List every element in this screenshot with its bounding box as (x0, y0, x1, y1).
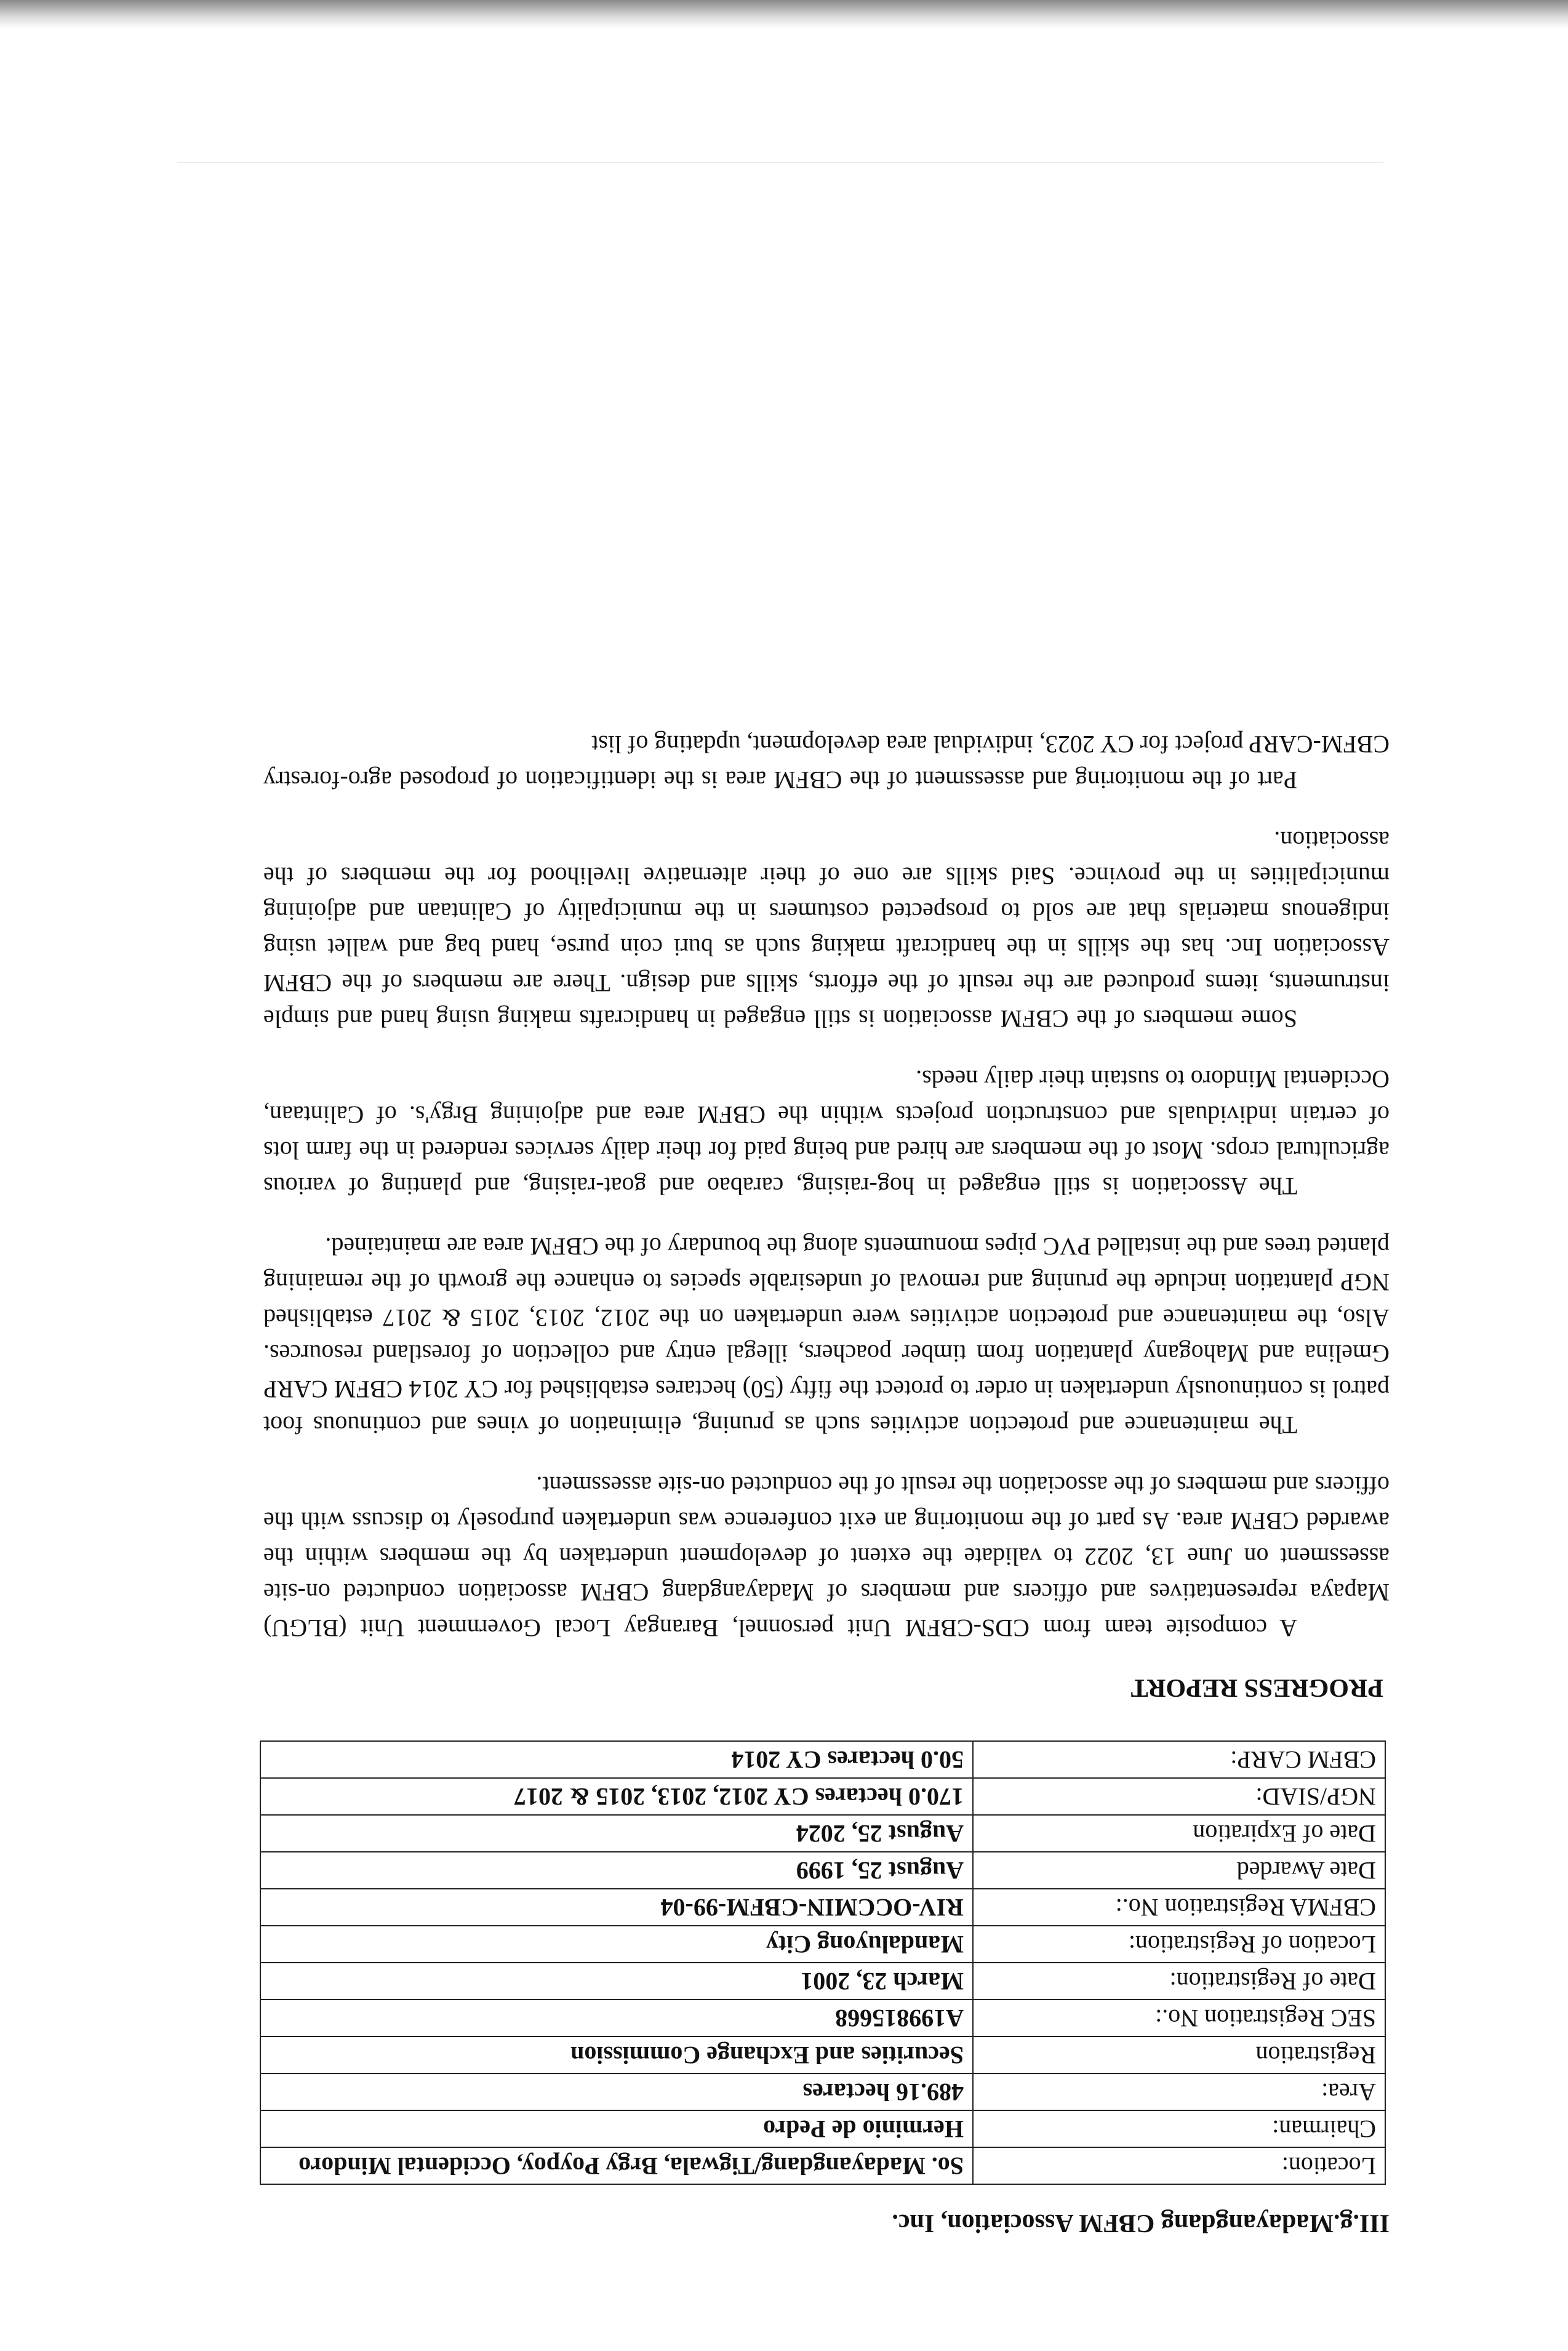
info-value: 50.0 hectares CY 2014 (260, 1741, 973, 1778)
info-row (260, 1815, 1385, 1852)
info-row (260, 1852, 1385, 1889)
info-label: Date of Expiration (973, 1815, 1385, 1852)
info-label: Location of Registration: (973, 1926, 1385, 1963)
info-value: 489.16 hectares (260, 2073, 973, 2110)
document-content (171, 702, 1390, 2240)
body-paragraph: The Association is still engaged in hog-raising, carabao and goat-raising, and planting of various agricultural crops. Most of the members are hired and being paid for their daily services rendered in the farm lots of certain individuals and construction projects within the CBFM area and adjoining Brgy's. of Calintaan, Occidental Mindoro to sustain their daily needs. (263, 1065, 1390, 1200)
info-value: August 25, 1999 (260, 1852, 973, 1889)
info-value: March 23, 2001 (260, 1963, 973, 2000)
info-row (260, 1889, 1385, 1926)
info-value: A199815668 (260, 2000, 973, 2037)
info-row (260, 2073, 1385, 2110)
info-row (260, 2000, 1385, 2037)
info-label: Registration (973, 2037, 1385, 2073)
info-value: So. Madayangdang/Tigwala, Brgy Poypoy, Occidental Mindoro (260, 2147, 973, 2184)
info-label: SEC Registration No.: (973, 2000, 1385, 2037)
report-body (171, 726, 1390, 1646)
info-value: 170.0 hectares CY 2012, 2013, 2015 & 2017 (260, 1778, 973, 1815)
info-label: Date of Registration: (973, 1963, 1385, 2000)
info-row (260, 2037, 1385, 2073)
section-heading: III.g.Madayangdang CBFM Association, Inc. (892, 2209, 1390, 2237)
info-value: Mandaluyong City (260, 1926, 973, 1963)
info-label: NGP/SIAD: (973, 1778, 1385, 1815)
info-value: RIV-OCCMIN-CBFM-99-04 (260, 1889, 973, 1926)
info-label: Area: (973, 2073, 1385, 2110)
body-paragraph: The maintenance and protection activities such as pruning, elimination of vines and continuous foot patrol is continuously undertaken in order to protect the fifty (50) hectares established for CY 2014 CBFM CARP Gmelina and Mahogany plantation from timber poachers, illegal entry and collection of forestland resources. Also, the maintenance and protection activities were undertaken on the 2012, 2013, 2015 & 2017 established NGP plantation include the pruning and removal of undesirable species to enhance the growth of the remaining planted trees and the installed PVC pipes monuments along the boundary of the CBFM area are maintained. (263, 1233, 1390, 1439)
info-row (260, 1741, 1385, 1778)
body-paragraph: Part of the monitoring and assessment of the CBFM area is the identification of proposed agro-forestry CBFM-CARP project for CY 2023, individual area development, updating of list (263, 731, 1390, 794)
info-row (260, 2110, 1385, 2147)
body-paragraph: Some members of the CBFM association is still engaged in handicrafts making using hand and simple instruments, items produced are the result of the efforts, skills and design. There are members of the CBFM Association Inc. has the skills in the handicraft making such as buri coin purse, hand bag and wallet using indigenous materials that are sold to prospected costumers in the municipality of Calintaan and adjoining municipalities in the province. Said skills are one of their alternative livelihood for the members of the association. (263, 827, 1390, 1033)
info-label: Date Awarded (973, 1852, 1385, 1889)
association-info-table (260, 1740, 1386, 2185)
body-paragraph: A composite team from CDS-CBFM Unit personnel, Barangay Local Government Unit (BLGU) Mapaya representatives and officers and members of Madayangdang CBFM association conducted on-site assessment on June 13, 2022 to validate the extent of development undertaken by the members within the awarded CBFM area. As part of the monitoring an exit conference was undertaken purposely to discuss with the officers and members of the association the result of the conducted on-site assessment. (263, 1472, 1390, 1642)
info-label: Chairman: (973, 2110, 1385, 2147)
info-label: Location: (973, 2147, 1385, 2184)
info-row (260, 1926, 1385, 1963)
info-value: August 25, 2024 (260, 1815, 973, 1852)
info-label: CBFM CARP: (973, 1741, 1385, 1778)
info-row (260, 1963, 1385, 2000)
info-row (260, 1778, 1385, 1815)
faint-rule (177, 162, 1383, 163)
info-value: Herminio de Pedro (260, 2110, 973, 2147)
info-value: Securities and Exchange Commission (260, 2037, 973, 2073)
progress-report-title: PROGRESS REPORT (1130, 1673, 1383, 1702)
info-label: CBFMA Registration No.: (973, 1889, 1385, 1926)
info-row (260, 2147, 1385, 2184)
